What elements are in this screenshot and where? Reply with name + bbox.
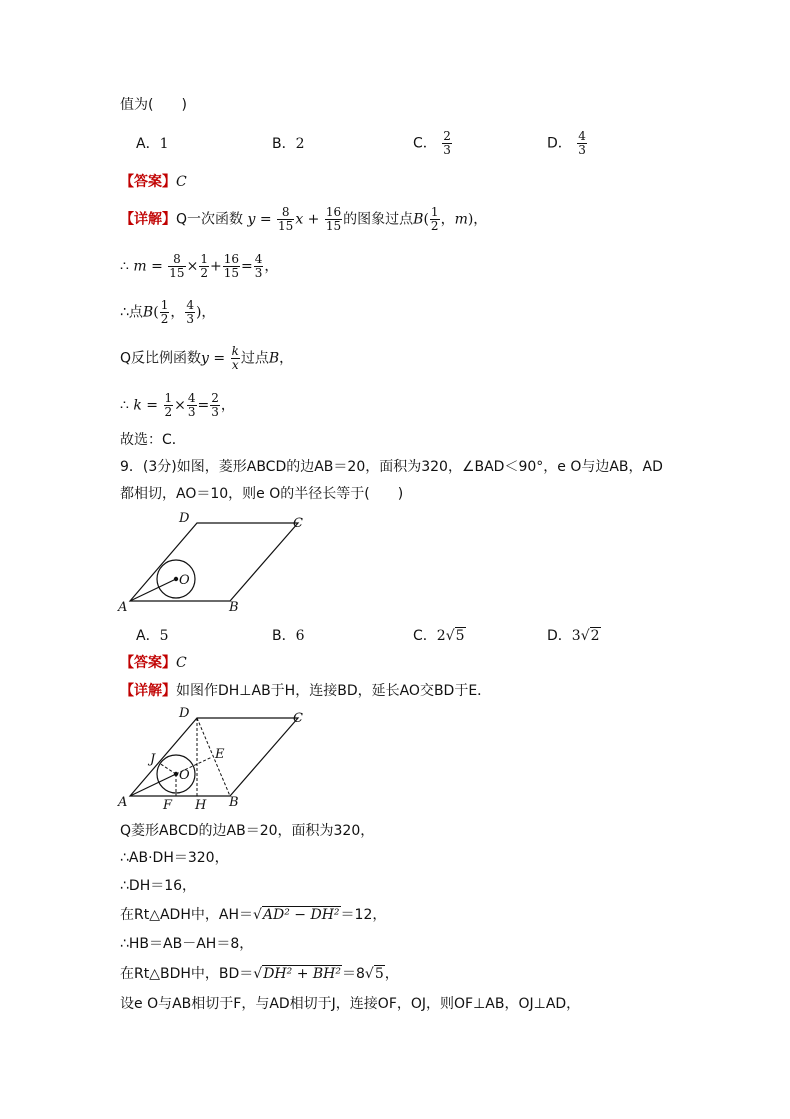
q9-step-4: ∴HB＝AB－AH＝8，: [120, 936, 254, 952]
q8-conclusion: 故选：C．: [120, 432, 186, 448]
q8-detail-line-4: Q反比例函数y = $\frac{k}{x}$ 过点B，: [120, 344, 294, 372]
q9-answer: 【答案】C: [120, 655, 187, 671]
q9-step-3: ∴DH＝16，: [120, 878, 197, 894]
label-b: B: [229, 795, 239, 810]
q8-option-a: A．1: [136, 136, 169, 152]
q9-option-c: C．2√5: [413, 628, 465, 644]
label-o: O: [179, 573, 190, 588]
q8-stem-tail: 值为( ): [120, 97, 187, 113]
q8-option-c: C． $\frac{2}{3}$: [413, 129, 451, 157]
label-j: J: [150, 752, 156, 767]
label-a: A: [118, 795, 128, 810]
q9-stem-line-1: 9．(3分)如图，菱形ABCD的边AB＝20，面积为320，∠BAD＜90°，e O与边AB，AD: [120, 459, 663, 475]
label-a: A: [118, 600, 128, 615]
q9-rt-bdh: 在Rt△BDH中，BD＝√DH² + BH²＝8√5，: [120, 966, 399, 982]
q8-detail-line-5: ∴ k = $\frac{1}{2}$ × $\frac{4}{3}$ = $\frac{2}{3}$ ，: [120, 391, 235, 419]
q8-answer: 【答案】C: [120, 174, 187, 190]
q9-option-d: D．3√2: [547, 628, 600, 644]
label-c: C: [293, 516, 303, 531]
label-f: F: [163, 798, 173, 813]
label-h: H: [195, 798, 207, 813]
q8-option-d: D． $\frac{4}{3}$: [547, 129, 586, 157]
q9-detail-first: 【详解】如图作DH⊥AB于H，连接BD，延长AO交BD于E．: [120, 683, 492, 699]
q9-option-b: B．6: [272, 628, 305, 644]
q9-stem-line-2: 都相切，AO＝10，则e O的半径长等于( ): [120, 486, 404, 502]
q9-figure-solution: [115, 705, 315, 815]
label-d: D: [179, 511, 190, 526]
q8-option-b: B．2: [272, 136, 305, 152]
q9-step-1: Q菱形ABCD的边AB＝20，面积为320，: [120, 823, 375, 839]
label-b: B: [229, 600, 239, 615]
label-e: E: [215, 747, 225, 762]
label-c: C: [293, 711, 303, 726]
label-o: O: [179, 768, 190, 783]
label-d: D: [179, 706, 190, 721]
q8-detail-line-2: ∴ m = $\frac{8}{15}$ × $\frac{1}{2}$ + $\frac{16}{15}$ = $\frac{4}{3}$ ，: [120, 252, 279, 280]
q8-detail-line-3: ∴点B( $\frac{1}{2}$ ， $\frac{4}{3}$ )，: [120, 298, 216, 326]
q9-option-a: A．5: [136, 628, 169, 644]
q9-last-line: 设e O与AB相切于F，与AD相切于J，连接OF，OJ，则OF⊥AB，OJ⊥AD，: [120, 996, 581, 1012]
q9-figure-rhombus: [115, 510, 315, 615]
q9-rt-adh: 在Rt△ADH中，AH＝√AD² − DH²＝12，: [120, 907, 387, 923]
q9-step-2: ∴AB·DH＝320，: [120, 850, 229, 866]
q8-detail-line-1: 【详解】Q一次函数 y = $\frac{8}{15}$ x + $\frac{16}{15}$ 的图象过点B( $\frac{1}{2}$ ，m)，: [120, 205, 488, 233]
